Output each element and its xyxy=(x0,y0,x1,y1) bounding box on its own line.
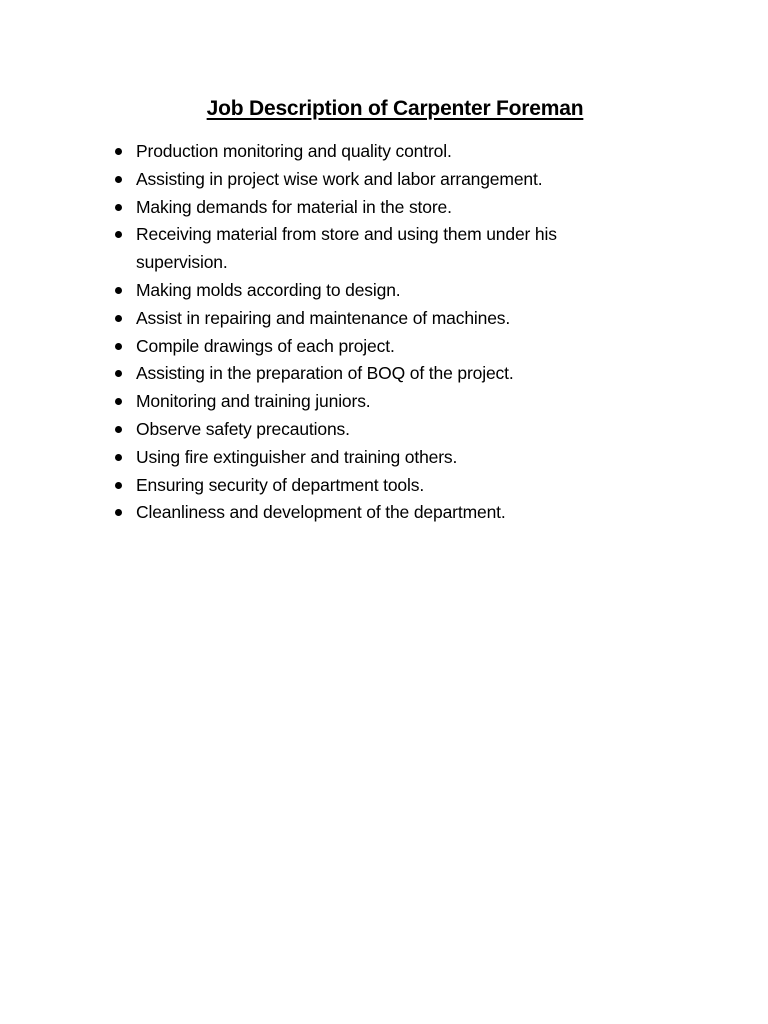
list-item-text: Compile drawings of each project. xyxy=(136,335,395,356)
list-item-text: Making molds according to design. xyxy=(136,279,401,300)
list-item xyxy=(110,472,610,500)
list-item-text: Making demands for material in the store. xyxy=(136,196,452,217)
list-item-text: Assisting in the preparation of BOQ of the project. xyxy=(136,363,514,384)
list-item xyxy=(110,499,610,527)
list-item-text: Ensuring security of department tools. xyxy=(136,474,425,495)
list-item xyxy=(110,166,610,194)
bullet-icon xyxy=(115,231,122,238)
list-item xyxy=(110,416,610,444)
list-item xyxy=(110,444,610,472)
list-item xyxy=(110,138,610,166)
bullet-icon xyxy=(115,398,122,405)
list-item xyxy=(110,360,610,388)
list-item xyxy=(110,333,610,361)
bullet-icon xyxy=(115,426,122,433)
list-item-text: Monitoring and training juniors. xyxy=(136,391,371,412)
list-item xyxy=(110,277,610,305)
list-item xyxy=(110,388,610,416)
list-item-text: Assisting in project wise work and labor arrangement. xyxy=(136,168,543,189)
list-item-text: Receiving material from store and using them under his supervision. xyxy=(136,224,557,273)
list-item-text: Production monitoring and quality control. xyxy=(136,141,452,161)
bullet-icon xyxy=(115,315,122,322)
list-item xyxy=(110,305,610,333)
bullet-icon xyxy=(115,482,122,489)
list-item-text: Observe safety precautions. xyxy=(136,418,350,439)
list-item xyxy=(110,221,610,277)
bullet-icon xyxy=(115,370,122,377)
bullet-icon xyxy=(115,204,122,211)
document-title: Job Description of Carpenter Foreman xyxy=(206,97,584,120)
list-item xyxy=(110,194,610,222)
bullet-icon xyxy=(115,287,122,294)
bullet-icon xyxy=(115,148,122,155)
bullet-icon xyxy=(115,176,122,183)
list-item-text: Using fire extinguisher and training others. xyxy=(136,446,458,467)
list-item-text: Cleanliness and development of the department. xyxy=(136,502,506,523)
bullet-icon xyxy=(115,509,122,516)
bullet-icon xyxy=(115,343,122,350)
bullet-icon xyxy=(115,454,122,461)
duties-list xyxy=(110,138,610,527)
list-item-text: Assist in repairing and maintenance of machines. xyxy=(136,307,511,328)
